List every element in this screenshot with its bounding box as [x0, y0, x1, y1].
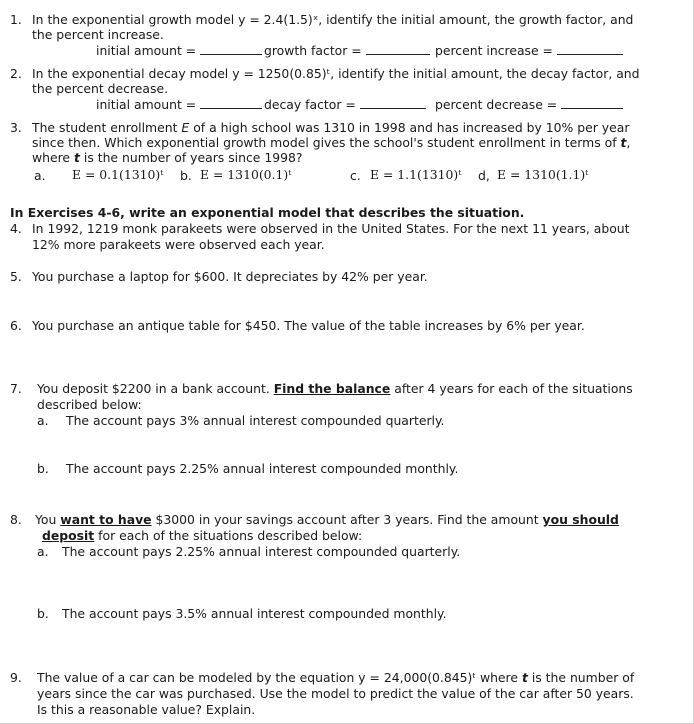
- option-b-choice[interactable]: E = 1310(0.1)ᵗ: [200, 167, 292, 182]
- question-text: the percent decrease.: [32, 81, 169, 96]
- option-d-label: d,: [478, 168, 490, 183]
- text-fragment: $3000 in your savings account after 3 years. Find the amount: [151, 512, 543, 527]
- question-text: described below:: [37, 397, 142, 412]
- percent-decrease-blank[interactable]: [561, 97, 623, 109]
- text-fragment: since then. Which exponential growth model gives the school's student enrollment in terms of: [32, 135, 621, 150]
- question-text: [35, 512, 619, 527]
- question-text: In the exponential decay model y = 1250(0.85)ᵗ, identify the initial amount, the decay factor, and: [32, 66, 640, 81]
- question-number: 6.: [10, 318, 22, 333]
- variable: t: [521, 670, 528, 685]
- part-a-text: The account pays 2.25% annual interest compounded quarterly.: [62, 544, 461, 559]
- section-header: In Exercises 4-6, write an exponential model that describes the situation.: [10, 205, 525, 220]
- percent-decrease-label: percent decrease =: [435, 97, 558, 112]
- emphasized-text: Find the balance: [273, 381, 391, 396]
- option-a-label: a.: [34, 168, 46, 183]
- question-number: 9.: [10, 670, 22, 685]
- part-b-text: The account pays 3.5% annual interest compounded monthly.: [62, 606, 447, 621]
- question-text: 12% more parakeets were observed each year.: [32, 237, 325, 252]
- text-fragment: of a high school was 1310 in 1998 and has increased by 10% per year: [189, 120, 630, 135]
- text-fragment: You: [35, 512, 61, 527]
- part-b-label: b.: [37, 606, 49, 621]
- part-a-text: The account pays 3% annual interest compounded quarterly.: [66, 413, 445, 428]
- answer-row: [96, 43, 262, 58]
- question-text: In the exponential growth model y = 2.4(1.5)ˣ, identify the initial amount, the growth factor, and: [32, 12, 634, 27]
- variable: t: [620, 135, 627, 150]
- question-text: In 1992, 1219 monk parakeets were observed in the United States. For the next 11 years, about: [32, 221, 630, 236]
- emphasized-text: want to have: [60, 512, 152, 527]
- question-number: 3.: [10, 120, 22, 135]
- text-fragment: The value of a car can be modeled by the equation y = 24,000(0.845)ᵗ where: [37, 670, 522, 685]
- answer-row: [96, 97, 262, 112]
- text-fragment: You deposit $2200 in a bank account.: [37, 381, 274, 396]
- initial-amount-label: initial amount =: [96, 43, 197, 58]
- answer-row: [264, 97, 426, 112]
- question-text: [32, 150, 302, 165]
- option-c-label: c.: [350, 168, 361, 183]
- initial-amount-blank[interactable]: [200, 43, 262, 55]
- question-number: 1.: [10, 12, 22, 27]
- question-number: 4.: [10, 221, 22, 236]
- emphasized-text: deposit: [42, 528, 95, 543]
- answer-row: [435, 43, 623, 58]
- initial-amount-blank[interactable]: [200, 97, 262, 109]
- question-text: years since the car was purchased. Use the model to predict the value of the car after 50 years.: [37, 686, 634, 701]
- option-c-choice[interactable]: E = 1.1(1310)ᵗ: [370, 167, 462, 182]
- option-b-label: b.: [180, 168, 192, 183]
- part-b-label: b.: [37, 461, 49, 476]
- question-text: [37, 670, 634, 685]
- answer-row: [264, 43, 430, 58]
- part-b-text: The account pays 2.25% annual interest compounded monthly.: [66, 461, 459, 476]
- initial-amount-label: initial amount =: [96, 97, 197, 112]
- text-fragment: is the number of: [527, 670, 635, 685]
- variable: E: [181, 120, 190, 135]
- part-a-label: a.: [37, 413, 49, 428]
- question-text: the percent increase.: [32, 27, 164, 42]
- question-text: [32, 120, 629, 135]
- percent-increase-blank[interactable]: [557, 43, 623, 55]
- growth-factor-label: growth factor =: [264, 43, 362, 58]
- text-fragment: is the number of years since 1998?: [79, 150, 303, 165]
- text-fragment: for each of the situations described below:: [94, 528, 363, 543]
- option-a-choice[interactable]: E = 0.1(1310)ᵗ: [72, 167, 164, 182]
- text-fragment: The student enrollment: [32, 120, 182, 135]
- growth-factor-blank[interactable]: [366, 43, 430, 55]
- answer-row: [435, 97, 623, 112]
- text-fragment: where: [32, 150, 74, 165]
- question-text: Is this a reasonable value? Explain.: [37, 702, 256, 717]
- emphasized-text: you should: [542, 512, 619, 527]
- text-fragment: ,: [626, 135, 631, 150]
- question-text: [42, 528, 362, 543]
- question-text: [37, 381, 633, 396]
- question-text: You purchase a laptop for $600. It depreciates by 42% per year.: [32, 269, 428, 284]
- question-number: 5.: [10, 269, 22, 284]
- question-number: 7.: [10, 381, 22, 396]
- question-number: 8.: [10, 512, 22, 527]
- question-text: You purchase an antique table for $450. The value of the table increases by 6% per year.: [32, 318, 585, 333]
- part-a-label: a.: [37, 544, 49, 559]
- question-text: [32, 135, 630, 150]
- question-number: 2.: [10, 66, 22, 81]
- decay-factor-blank[interactable]: [360, 97, 426, 109]
- option-d-choice[interactable]: E = 1310(1.1)ᵗ: [497, 167, 589, 182]
- variable: t: [74, 150, 80, 165]
- decay-factor-label: decay factor =: [264, 97, 356, 112]
- text-fragment: after 4 years for each of the situations: [390, 381, 633, 396]
- percent-increase-label: percent increase =: [435, 43, 553, 58]
